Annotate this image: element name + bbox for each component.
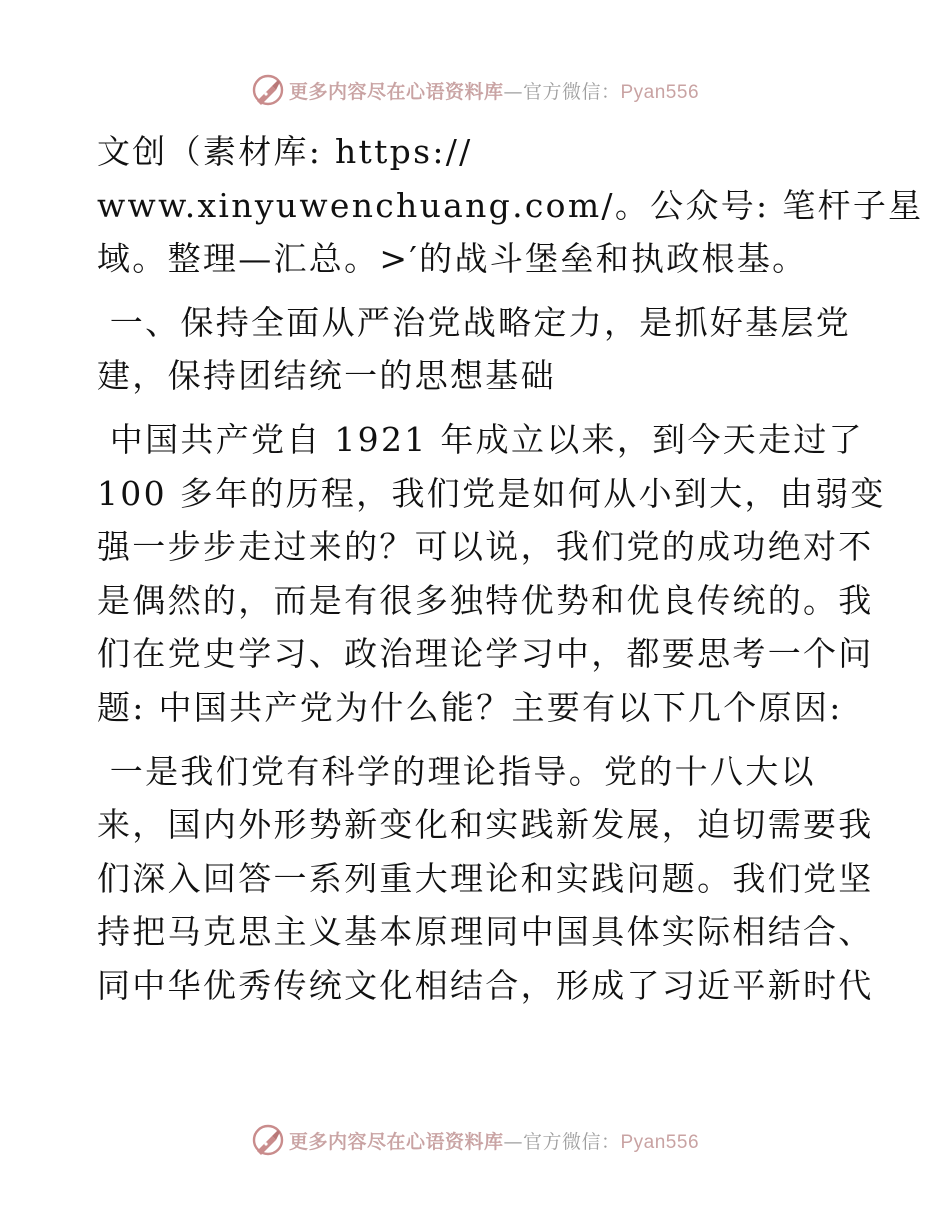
text-line: 一是我们党有科学的理论指导。党的十八大以 <box>97 751 816 791</box>
pen-nib-logo-icon <box>251 1123 285 1157</box>
banner-text <box>289 77 699 104</box>
paragraph-history <box>97 413 886 735</box>
banner-site-text: 更多内容尽在心语资料库 <box>288 80 504 103</box>
pen-nib-logo-icon <box>251 73 285 107</box>
banner-wechat-label: 官方微信： <box>522 80 621 103</box>
text-line: 中国共产党自 1921 年成立以来，到今天走过了 <box>97 419 864 459</box>
text-line: 域。整理—汇总。>′的战斗堡垒和执政根基。 <box>97 239 808 279</box>
text-line: www.xinyuwenchuang.com/。公众号: 笔杆子星 <box>97 185 924 225</box>
banner-dash: — <box>503 80 523 103</box>
text-line: 持把马克思主义基本原理同中国具体实际相结合、 <box>97 912 874 952</box>
footer-banner <box>0 1120 950 1160</box>
text-line: 们在党史学习、政治理论学习中，都要思考一个问 <box>97 634 874 674</box>
text-line: 建，保持团结统一的思想基础 <box>97 356 556 396</box>
text-line: 来，国内外形势新变化和实践新发展，迫切需要我 <box>97 805 874 845</box>
banner-text <box>289 1127 699 1154</box>
banner-dash: — <box>503 1130 523 1153</box>
text-line: 题: 中国共产党为什么能？主要有以下几个原因: <box>97 687 843 727</box>
paragraph-intro <box>97 125 924 286</box>
document-body <box>97 125 924 1013</box>
banner-wechat-label: 官方微信： <box>522 1130 621 1153</box>
text-line: 们深入回答一系列重大理论和实践问题。我们党坚 <box>97 858 874 898</box>
text-line: 100 多年的历程，我们党是如何从小到大，由弱变 <box>97 473 886 513</box>
paragraph-theory <box>97 745 874 1013</box>
text-line: 文创（素材库: https:// <box>97 132 473 171</box>
text-line: 是偶然的，而是有很多独特优势和优良传统的。我 <box>97 580 874 620</box>
text-line: 强一步步走过来的？可以说，我们党的成功绝对不 <box>97 527 874 567</box>
header-banner <box>0 70 950 110</box>
section-heading <box>97 296 857 403</box>
banner-wechat-id: Pyan556 <box>620 1131 700 1153</box>
text-line: 同中华优秀传统文化相结合，形成了习近平新时代 <box>97 965 874 1005</box>
text-line: 一、保持全面从严治党战略定力，是抓好基层党 <box>97 302 852 342</box>
banner-wechat-id: Pyan556 <box>620 81 700 103</box>
banner-site-text: 更多内容尽在心语资料库 <box>288 1130 504 1153</box>
